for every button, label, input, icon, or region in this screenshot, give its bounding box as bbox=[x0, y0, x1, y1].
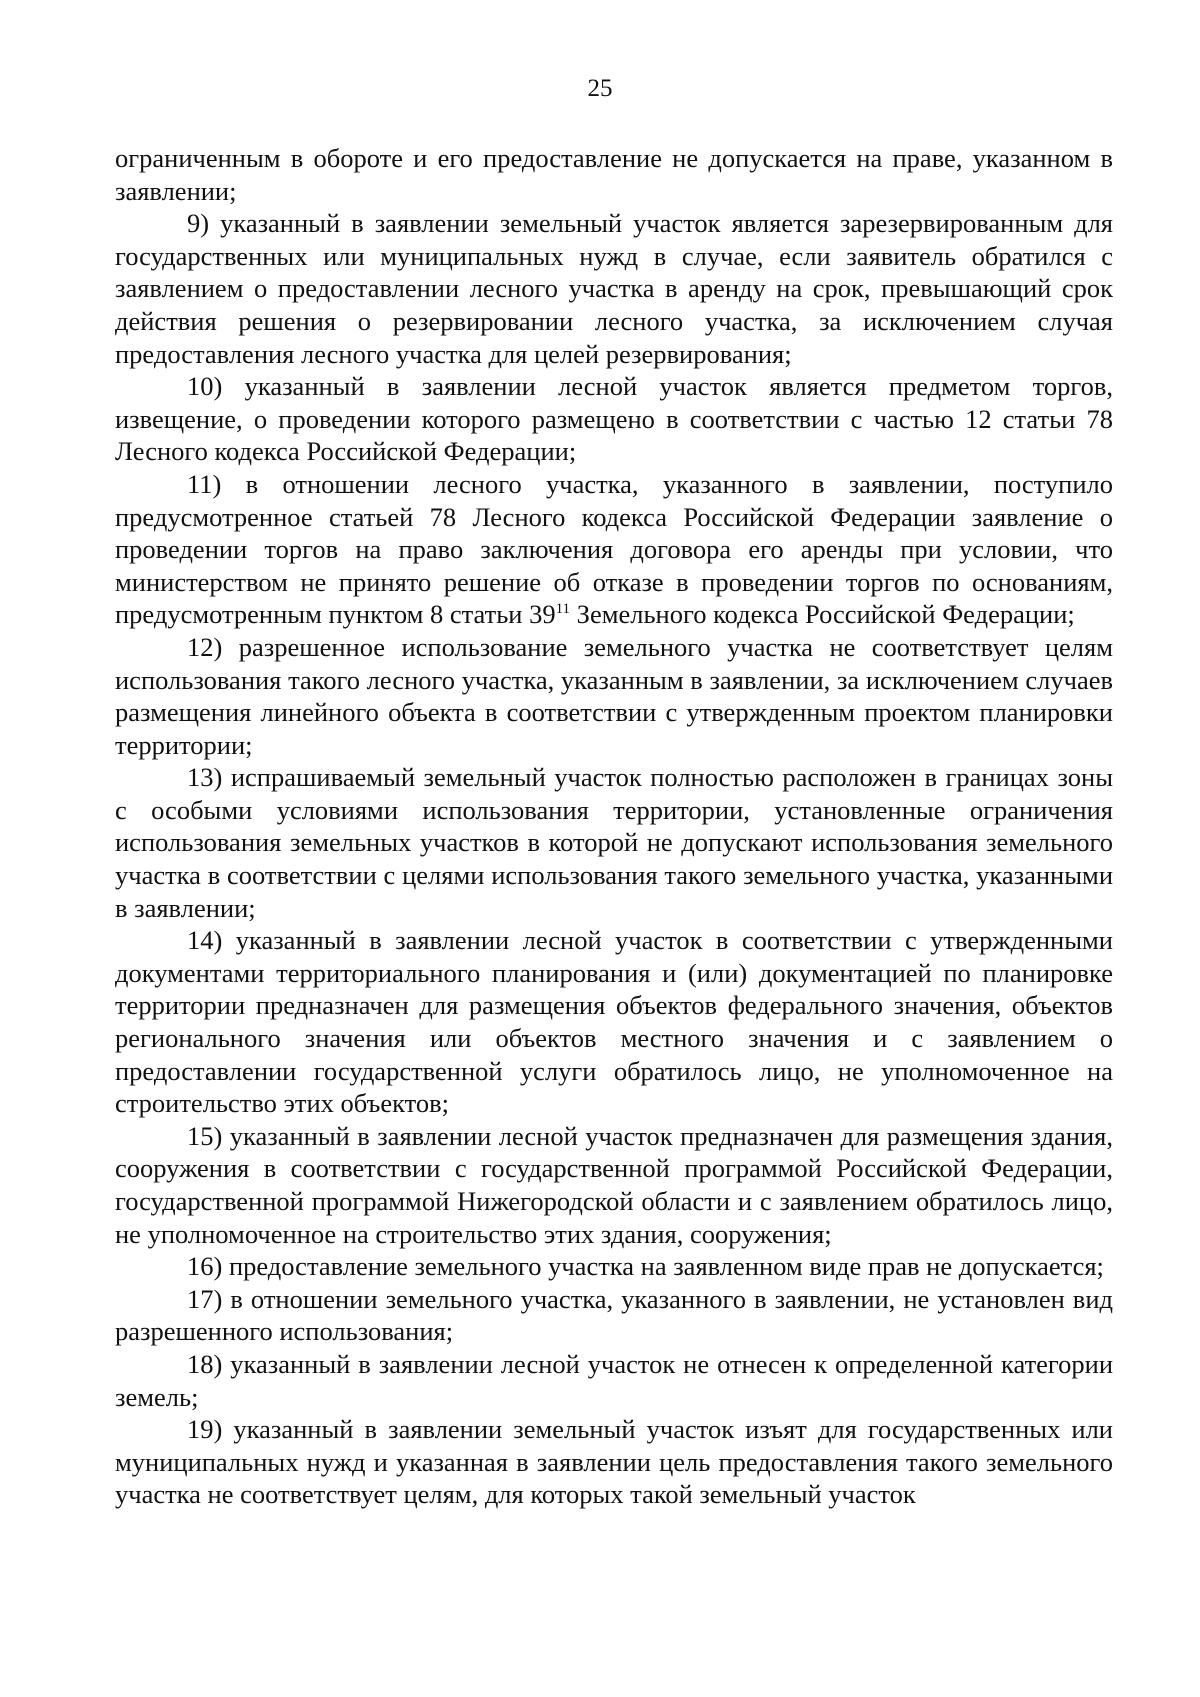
list-item-14: 14) указанный в заявлении лесной участок в соответствии с утвержденными документами территориального планирования и (или) документацией по планировке территории предназначен для размещения объектов федерального значения, объектов регионального значения или объектов местного значения и с заявлением о предоставлении государственной услуги обратилось лицо, не уполномоченное на строительство этих объектов; bbox=[115, 925, 1113, 1119]
list-item-19: 19) указанный в заявлении земельный участок изъят для государственных или муниципальных нужд и указанная в заявлении цель предоставления такого земельного участка не соответствует целям, для которых такой земельный участок bbox=[115, 1414, 1113, 1510]
list-item-9: 9) указанный в заявлении земельный участок является зарезервированным для государственных или муниципальных нужд в случае, если заявитель обратился с заявлением о предоставлении лесного участка в аренду на срок, превышающий срок действия решения о резервировании лесного участка, за исключением случая предоставления лесного участка для целей резервирования; bbox=[115, 208, 1113, 369]
paragraph-continuation: ограниченным в обороте и его предоставление не допускается на праве, указанном в заявлении; bbox=[115, 143, 1113, 206]
list-item-12: 12) разрешенное использование земельного участка не соответствует целям использования такого лесного участка, указанным в заявлении, за исключением случаев размещения линейного объекта в соответствии с утвержденным проектом планировки территории; bbox=[115, 631, 1113, 760]
list-item-10: 10) указанный в заявлении лесной участок является предметом торгов, извещение, о проведении которого размещено в соответствии с частью 12 статьи 78 Лесного кодекса Российской Федерации; bbox=[115, 371, 1113, 467]
list-item-11-text: 11) в отношении лесного участка, указанного в заявлении, поступило предусмотренное статьей 78 Лесного кодекса Российской Федерации заявление о проведении торгов на право заключения договора его аренды при условии, что министерством не принято решение об отказе в проведении торгов по основаниям, предусмотренным пунктом 8 статьи 39 bbox=[115, 468, 1113, 630]
list-item-11-text-end: Земельного кодекса Российской Федерации; bbox=[570, 599, 1075, 630]
list-item-13: 13) испрашиваемый земельный участок полностью расположен в границах зоны с особыми условиями использования территории, установленные ограничения использования земельных участков в которой не допускают использования земельного участка в соответствии с целями использования такого земельного участка, указанными в заявлении; bbox=[115, 762, 1113, 923]
list-item-15: 15) указанный в заявлении лесной участок предназначен для размещения здания, сооружения в соответствии с государственной программой Российской Федерации, государственной программой Нижегородской области и с заявлением обратилось лицо, не уполномоченное на строительство этих здания, сооружения; bbox=[115, 1120, 1113, 1249]
list-item-11 bbox=[115, 468, 1113, 631]
document-body bbox=[115, 142, 1113, 1511]
list-item-17: 17) в отношении земельного участка, указанного в заявлении, не установлен вид разрешенного использования; bbox=[115, 1283, 1113, 1347]
list-item-16: 16) предоставление земельного участка на заявленном виде прав не допускается; bbox=[187, 1251, 1104, 1282]
page-number: 25 bbox=[587, 75, 613, 102]
list-item-18: 18) указанный в заявлении лесной участок не отнесен к определенной категории земель; bbox=[115, 1348, 1113, 1412]
superscript-index: 11 bbox=[555, 601, 571, 618]
